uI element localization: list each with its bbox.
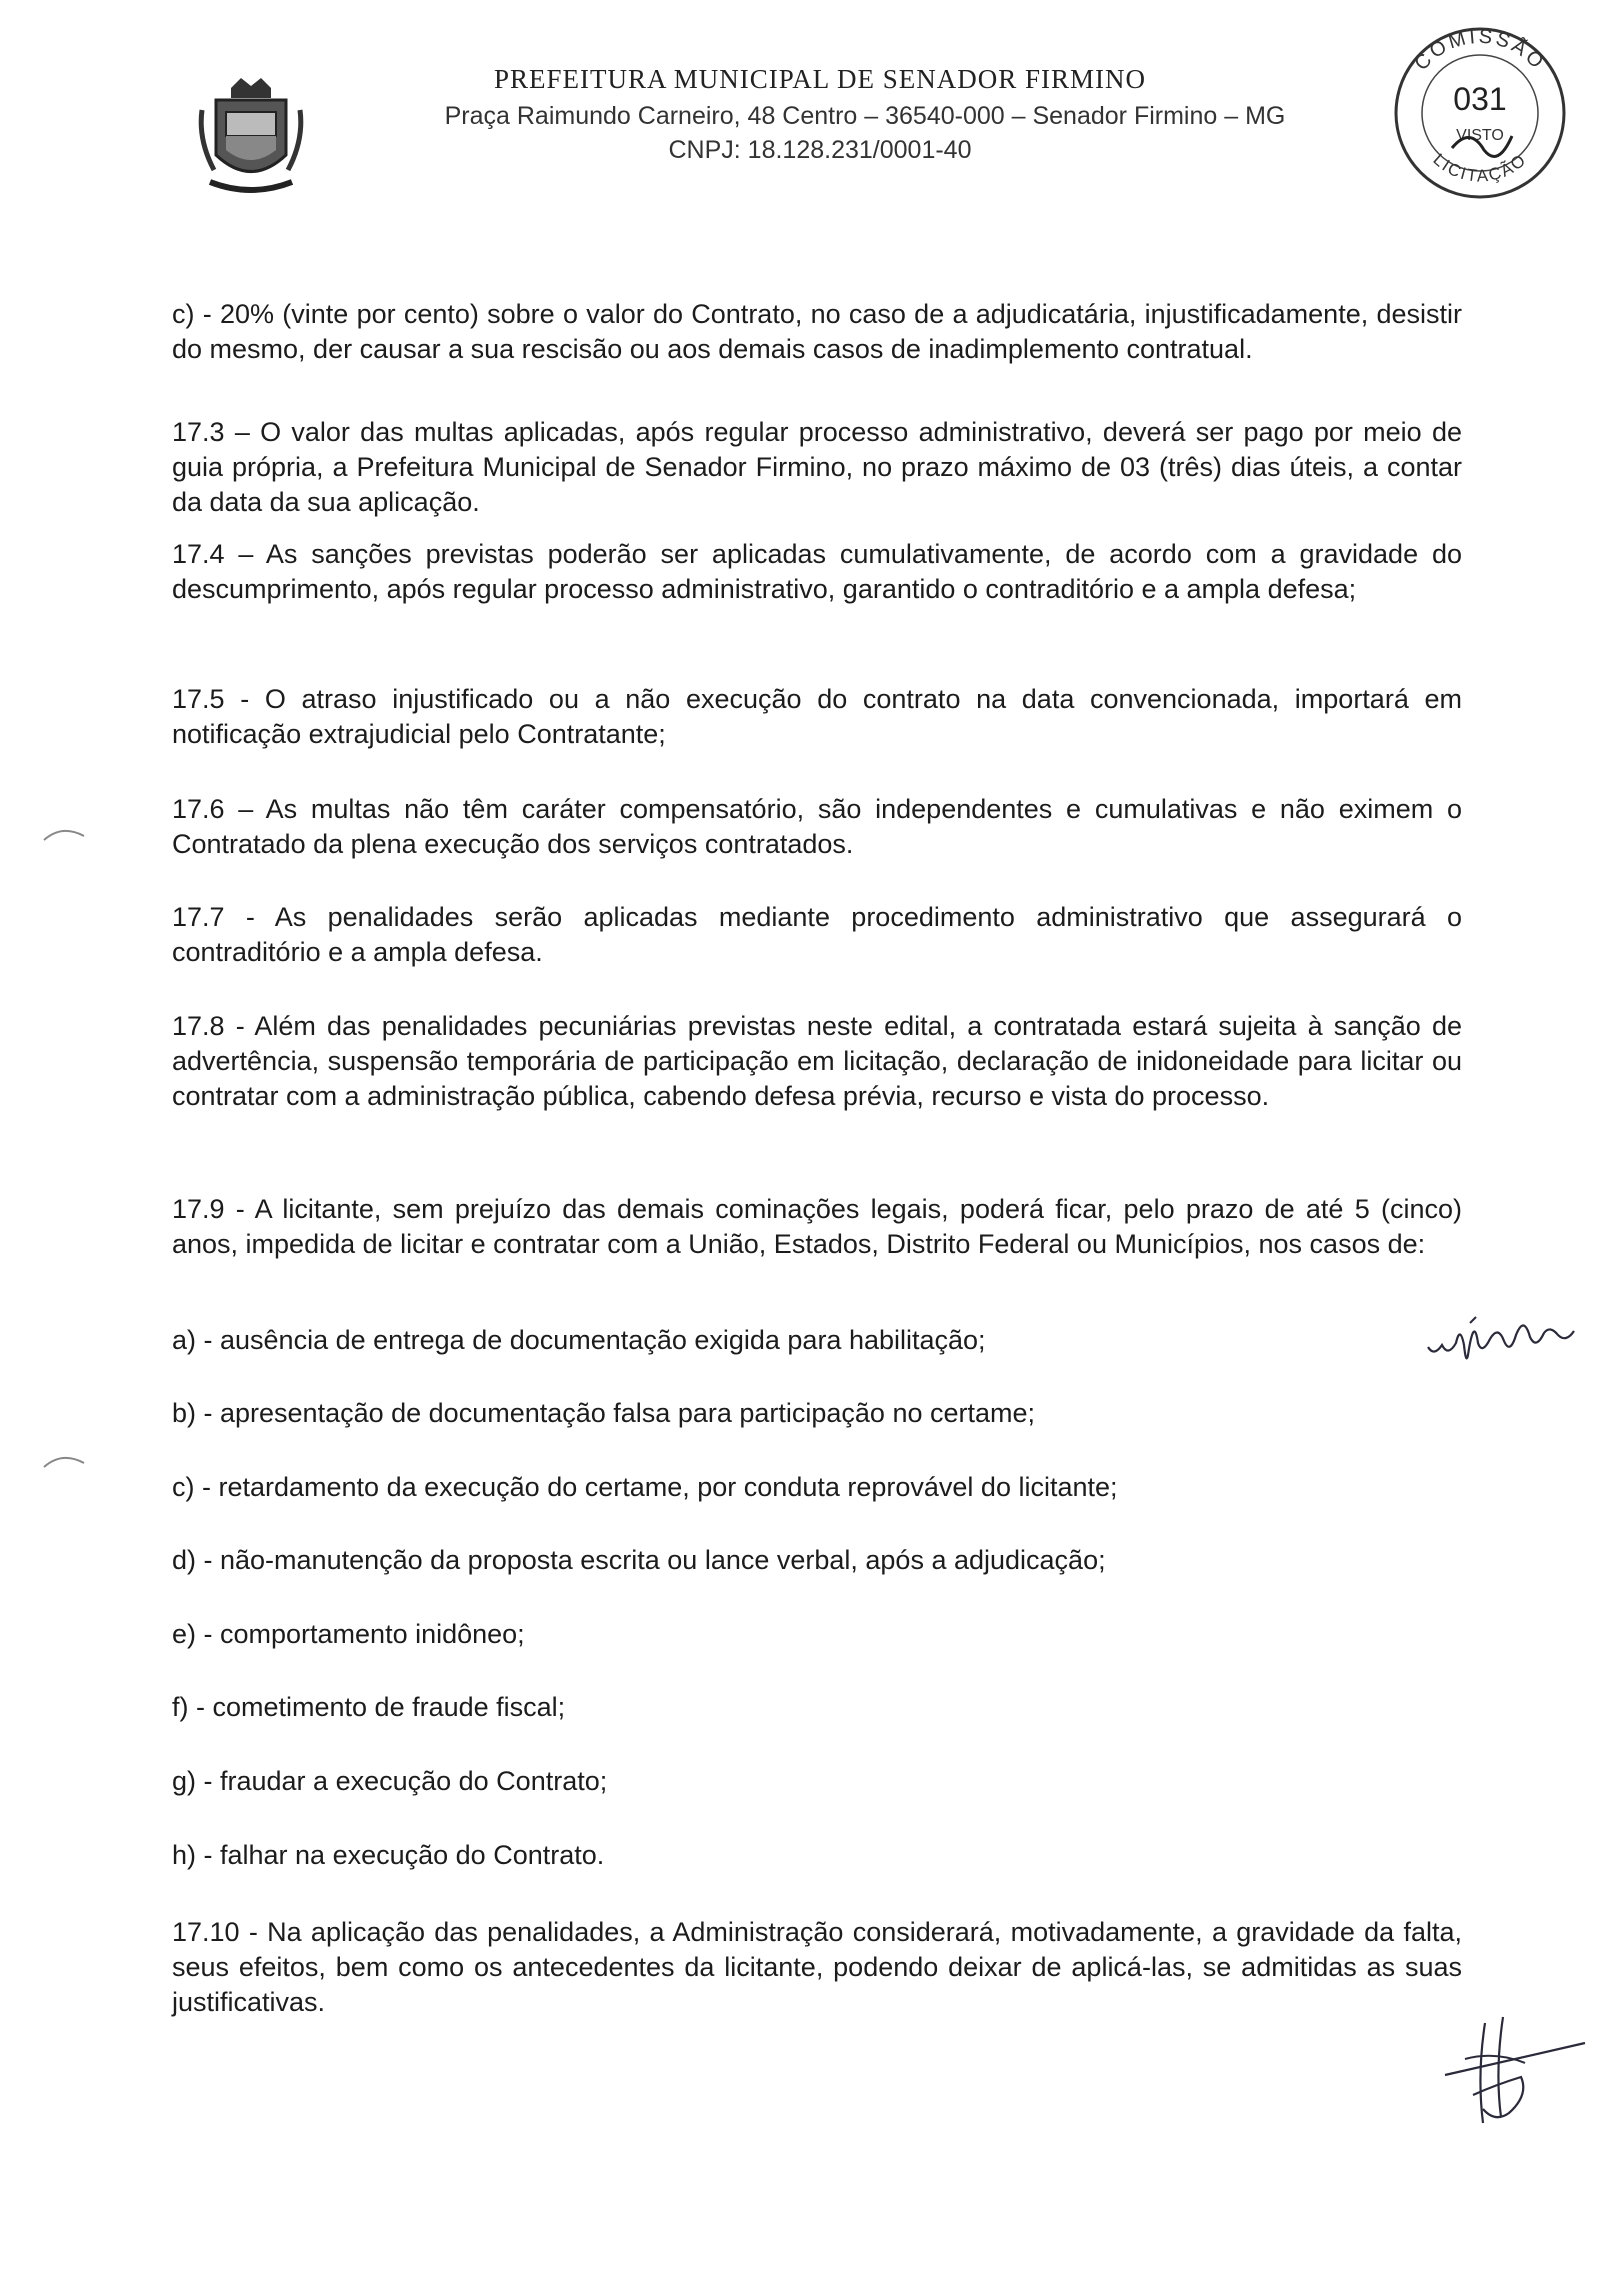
stamp-visto: VISTO <box>1456 127 1504 144</box>
case-item-a: a) - ausência de entrega de documentação exigida para habilitação; <box>172 1325 986 1355</box>
clause-17-9: 17.9 - A licitante, sem prejuízo das demais cominações legais, poderá ficar, pelo prazo de até 5 (cinco) anos, impedida de licitar e contratar com a União, Estados, Distrito Federal ou Municípios, nos casos de: <box>172 1194 1462 1259</box>
clause-17-7: 17.7 - As penalidades serão aplicadas mediante procedimento administrativo que assegurará o contraditório e a ampla defesa. <box>172 902 1462 967</box>
case-item-g: g) - fraudar a execução do Contrato; <box>172 1766 608 1796</box>
commission-stamp <box>1380 18 1580 203</box>
clause-17-6: 17.6 – As multas não têm caráter compensatório, são independentes e cumulativas e não eximem o Contratado da plena execução dos serviços contratados. <box>172 794 1462 859</box>
letterhead-address: Praça Raimundo Carneiro, 48 Centro – 36540-000 – Senador Firmino – MG <box>444 102 1286 130</box>
clause-17-10: 17.10 - Na aplicação das penalidades, a Administração considerará, motivadamente, a gravidade da falta, seus efeitos, bem como os antecedentes da licitante, podendo deixar de aplicá-las, se admitidas as suas justificativas. <box>172 1917 1462 2017</box>
stamp-top-text: COMISSÃO <box>1410 25 1550 75</box>
case-item-d: d) - não-manutenção da proposta escrita ou lance verbal, após a adjudicação; <box>172 1545 1106 1575</box>
letterhead-cnpj: CNPJ: 18.128.231/0001-40 <box>668 136 972 164</box>
letterhead-title: PREFEITURA MUNICIPAL DE SENADOR FIRMINO <box>493 64 1147 94</box>
margin-mark <box>40 1445 100 1475</box>
case-item-h: h) - falhar na execução do Contrato. <box>172 1840 605 1870</box>
clause-17-3: 17.3 – O valor das multas aplicadas, após regular processo administrativo, deverá ser pago por meio de guia própria, a Prefeitura Municipal de Senador Firmino, no prazo máximo de 03 (três) dias úteis, a contar da data da sua aplicação. <box>172 417 1462 517</box>
clause-17-8: 17.8 - Além das penalidades pecuniárias previstas neste edital, a contratada estará sujeita à sanção de advertência, suspensão temporária de participação em licitação, declaração de inidoneidade para licitar ou contratar com a administração pública, cabendo defesa prévia, recurso e vista do processo. <box>172 1011 1462 1111</box>
case-item-f: f) - cometimento de fraude fiscal; <box>172 1692 566 1722</box>
margin-mark <box>40 818 100 848</box>
clause-c: c) - 20% (vinte por cento) sobre o valor do Contrato, no caso de a adjudicatária, injustificadamente, desistir do mesmo, der causar a sua rescisão ou aos demais casos de inadimplemento contratual. <box>172 299 1462 364</box>
svg-text:COMISSÃO <box>1411 26 1550 75</box>
rubric-signature <box>1425 2005 1595 2135</box>
letterhead <box>230 62 1380 182</box>
case-item-e: e) - comportamento inidôneo; <box>172 1619 525 1649</box>
stamp-number: 031 <box>1453 81 1507 117</box>
clause-17-4: 17.4 – As sanções previstas poderão ser aplicadas cumulativamente, de acordo com a gravidade do descumprimento, após regular processo administrativo, garantido o contraditório e a ampla defesa; <box>172 539 1462 604</box>
svg-text:LICITAÇÃO <box>1429 150 1530 186</box>
stamp-bottom-text: LICITAÇÃO <box>1429 149 1531 186</box>
clause-17-5: 17.5 - O atraso injustificado ou a não execução do contrato na data convencionada, importará em notificação extrajudicial pelo Contratante; <box>172 684 1462 749</box>
case-item-c: c) - retardamento da execução do certame, por conduta reprovável do licitante; <box>172 1472 1118 1502</box>
case-item-b: b) - apresentação de documentação falsa para participação no certame; <box>172 1398 1036 1428</box>
handwritten-initial-signature <box>1420 1295 1580 1375</box>
